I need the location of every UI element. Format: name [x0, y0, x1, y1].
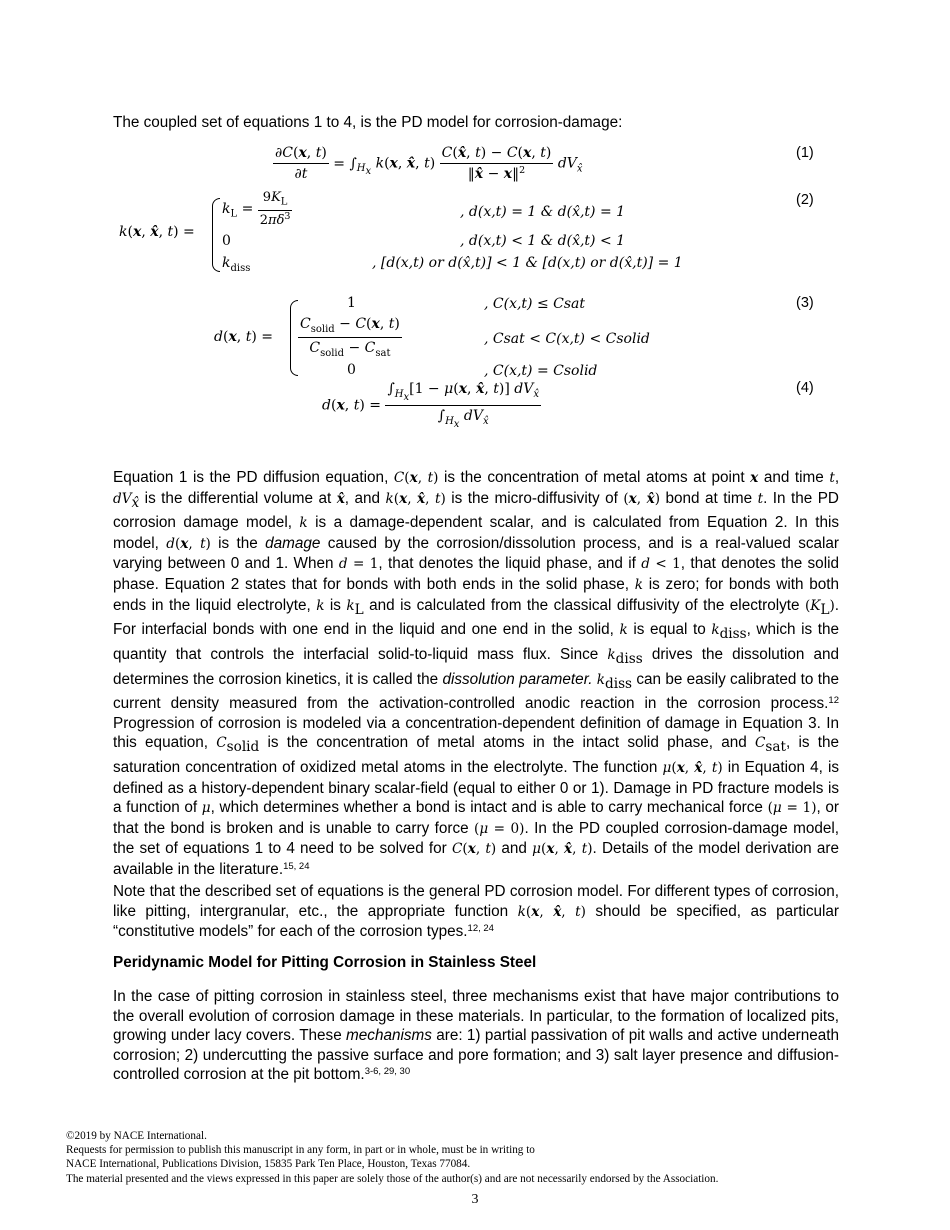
equation-3-case-1: 1 — [347, 295, 356, 311]
page-number: 3 — [471, 1192, 479, 1207]
equation-2-case-3: $k_{diss}$ — [222, 255, 251, 274]
equation-number-2: (2) — [796, 192, 814, 208]
body-paragraph-3: In the case of pitting corrosion in stainless steel, three mechanisms exist that have major contributions to the overall evolution of corrosion damage in these materials. In particular, to the formation of localized pits, growing under lacy covers. These mechanisms are: 1) partial passivation of pit walls and active underneath corrosion; 2) undercutting the passive surface and pore formation; and 3) salt layer presence and diffusion-controlled corrosion at the pit bottom.$^{3-6, 29, 30}$ — [113, 988, 840, 1084]
equation-number-1: (1) — [796, 145, 814, 161]
equation-3-lhs: d(x, t) = — [214, 329, 273, 345]
equation-3-cond-3: , C(x,t) = Csolid — [484, 363, 598, 379]
equation-number-4: (4) — [796, 380, 814, 396]
equation-2-lhs: k(x, x̂, t) = — [119, 224, 195, 240]
equation-1: $\frac{\partial C(x, t)}{\partial t}$ = $\int_{H_x}$ k(x, x̂, t) $\frac{C(x̂, t) - C(x, t)}{‖x̂ - x‖^2}$ $dV_{x̂}$ — [275, 145, 583, 182]
equation-3-case-2: $\frac{C_{solid} - C(x, t)}{C_{solid} - C_{sat}}$ — [300, 316, 400, 359]
footer-disclaimer: The material presented and the views expressed in this paper are solely those of the author(s) and are not necessarily endorsed by the Association. — [66, 1172, 719, 1185]
body-paragraph-1: Equation 1 is the PD diffusion equation, C(x, t) is the concentration of metal atoms at point x and time t, $dV_{x̂}$ is the differential volume at x̂, and k(x, x̂, t) is the micro-diffusivity of (x, x̂) bond at time t. In the PD corrosion damage model, k is a damage-dependent scalar, and is calculated from Equation 2. In this model, d(x, t) is the damage caused by the corrosion/dissolution process, and is a real-valued scalar varying between 0 and 1. When d = 1, that denotes the liquid phase, and if d < 1, that denotes the solid phase. Equation 2 states that for bonds with both ends in the solid phase, k is zero; for bonds with both ends in the liquid electrolyte, k is $k_L$ and is calculated from the classical diffusivity of the electrolyte $(K_L)$. For interfacial bonds with one end in the liquid and one end in the solid, k is equal to $k_{diss}$, which is the quantity that controls the interfacial solid-to-liquid mass flux. Since $k_{diss}$ drives the dissolution and determines the corrosion kinetics, it is called the dissolution parameter. $k_{diss}$ can be easily calibrated to the current density measured from the activation-controlled anodic reaction in the corrosion process.$^{12}$ Progression of corrosion is modeled via a concentration-dependent definition of damage in Equation 3. In this equation, $C_{solid}$ is the concentration of metal atoms in the intact solid phase, and $C_{sat}$, is the saturation concentration of oxidized metal atoms in the electrolyte. The function μ(x, x̂, t) in Equation 4, is defined as a history-dependent binary scalar-field (equal to either 0 or 1). Damage in PD fracture models is a function of μ, which determines whether a bond is intact and is able to carry mechanical force (μ = 1), or that the bond is broken and is unable to carry force (μ = 0). In the PD coupled corrosion-damage model, the set of equations 1 to 4 need to be solved for C(x, t) and μ(x, x̂, t). Details of the model derivation are available in the literature.$^{15, 24}$ — [113, 469, 840, 878]
footer-address: NACE International, Publications Division, 15835 Park Ten Place, Houston, Texas 77084. — [66, 1158, 471, 1171]
body-paragraph-2: Note that the described set of equations is the general PD corrosion model. For different types of corrosion, like pitting, intergranular, etc., the appropriate function k(x, x̂, t) should be specified, as particular “constitutive models” for each of the corrosion types.$^{12, 24}$ — [113, 883, 840, 941]
equation-number-3: (3) — [796, 295, 814, 311]
equation-2-case-1: $k_L$ = $\frac{9K_L}{2\pi\delta^3}$ — [222, 190, 291, 228]
footer-permission: Requests for permission to publish this manuscript in any form, in part or in whole, must be in writing to — [66, 1144, 535, 1157]
equation-2-cond-2: , d(x,t) < 1 & d(x̂,t) < 1 — [460, 233, 626, 249]
equation-3-case-3: 0 — [347, 362, 356, 378]
equation-2-cond-3: , [d(x,t) or d(x̂,t)] < 1 & [d(x,t) or d(x̂,t)] = 1 — [372, 255, 683, 271]
equation-4: d(x, t) = $\frac{\int_{H_x}[1 - \mu(x, x̂, t)] dV_{x̂}}{\int_{H_x} dV_{x̂}}$ — [322, 381, 539, 430]
section-heading: Peridynamic Model for Pitting Corrosion in Stainless Steel — [113, 954, 537, 971]
equation-3-cond-2: , Csat < C(x,t) < Csolid — [484, 331, 650, 347]
equation-3-cond-1: , C(x,t) ≤ Csat — [484, 296, 586, 312]
equation-2-cond-1: , d(x,t) = 1 & d(x̂,t) = 1 — [460, 204, 626, 220]
equation-2-brace — [212, 198, 220, 272]
footer-copyright: ©2019 by NACE International. — [66, 1130, 207, 1142]
equation-3-brace — [290, 300, 298, 376]
equation-2-case-2: 0 — [222, 233, 231, 249]
page-footer — [66, 1129, 906, 1186]
intro-paragraph: The coupled set of equations 1 to 4, is the PD model for corrosion-damage: — [113, 114, 623, 131]
